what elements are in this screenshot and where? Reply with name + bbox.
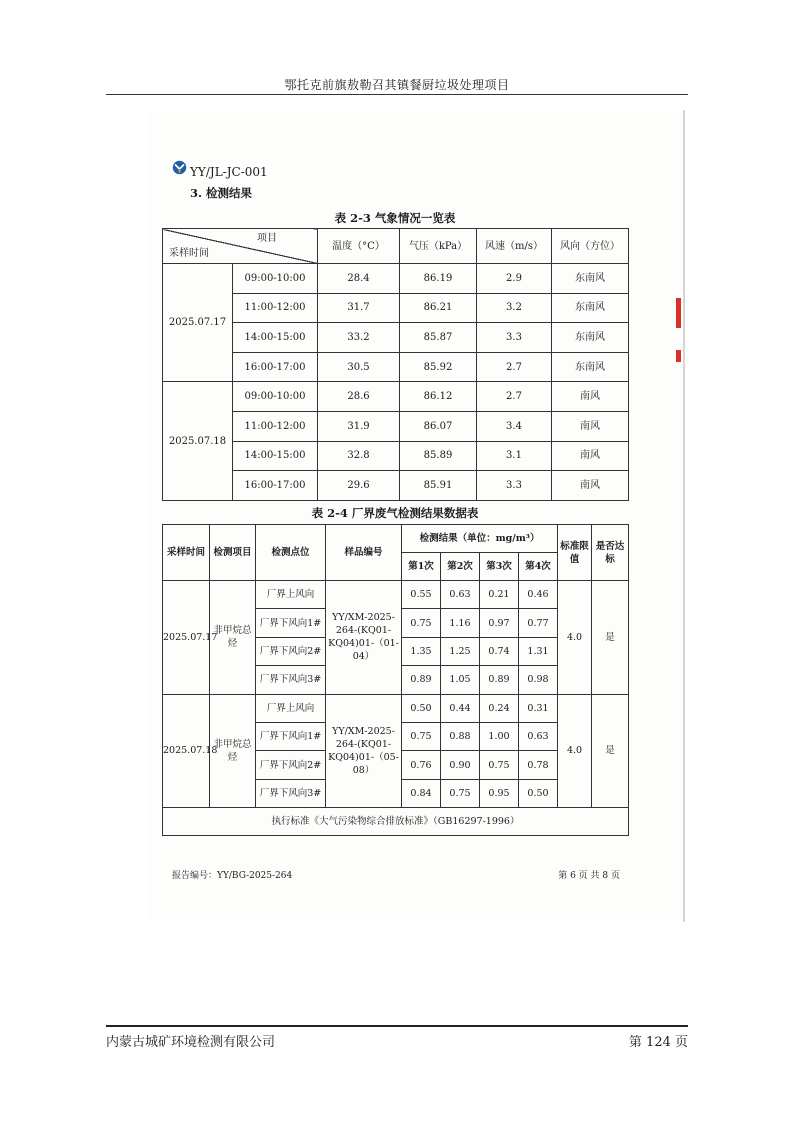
result-cell: 0.63 (441, 581, 480, 609)
result-cell: 1.16 (441, 609, 480, 637)
header-run: 第3次 (480, 553, 519, 581)
wind-direction-cell: 东南风 (552, 352, 629, 382)
result-cell: 0.55 (402, 581, 441, 609)
diagonal-header-cell (163, 229, 318, 264)
column-header: 风向（方位） (552, 229, 629, 264)
table-row (163, 293, 629, 323)
result-cell: 0.75 (402, 609, 441, 637)
test-point-cell: 厂界下风向1# (256, 722, 326, 750)
wind-direction-cell: 南风 (552, 441, 629, 471)
test-point-cell: 厂界上风向 (256, 581, 326, 609)
header-divider (106, 94, 688, 95)
table-row (163, 471, 629, 501)
limit-cell: 4.0 (558, 694, 592, 808)
temperature-cell: 32.8 (318, 441, 400, 471)
header-compliance: 是否达标 (592, 525, 629, 581)
table-row (163, 411, 629, 441)
table1-caption: 表 2-3 气象情况一览表 (334, 211, 456, 225)
time-cell: 16:00-17:00 (233, 471, 318, 501)
page-header: 鄂托克前旗敖勒召其镇餐厨垃圾处理项目 (284, 78, 510, 92)
test-point-cell: 厂界下风向2# (256, 751, 326, 779)
date-cell: 2025.07.17 (163, 264, 233, 382)
time-cell: 09:00-10:00 (233, 382, 318, 412)
test-point-cell: 厂界下风向2# (256, 637, 326, 665)
header-test-item: 检测项目 (210, 525, 256, 581)
temperature-cell: 31.7 (318, 293, 400, 323)
compliance-cell: 是 (592, 694, 629, 808)
table2-caption: 表 2-4 厂界废气检测结果数据表 (311, 506, 479, 520)
company-logo-icon (172, 160, 187, 175)
result-cell: 0.90 (441, 751, 480, 779)
temperature-cell: 28.6 (318, 382, 400, 412)
result-cell: 0.50 (402, 694, 441, 722)
wind-speed-cell: 3.3 (477, 323, 552, 353)
result-cell: 0.75 (480, 751, 519, 779)
document-code: YY/JL-JC-001 (190, 165, 268, 179)
temperature-cell: 29.6 (318, 471, 400, 501)
table-row (163, 352, 629, 382)
result-cell: 0.77 (519, 609, 558, 637)
header-results: 检测结果（单位：mg/m³） (402, 525, 558, 553)
temperature-cell: 33.2 (318, 323, 400, 353)
test-point-cell: 厂界下风向3# (256, 666, 326, 694)
standard-reference: 执行标准《大气污染物综合排放标准》（GB16297-1996） (163, 808, 629, 836)
seal-edge-mark (676, 350, 681, 362)
result-cell: 0.75 (402, 722, 441, 750)
result-cell: 0.50 (519, 779, 558, 807)
table-row (163, 264, 629, 294)
result-cell: 1.31 (519, 637, 558, 665)
date-cell: 2025.07.18 (163, 694, 210, 808)
header-sample-no: 样品编号 (326, 525, 402, 581)
result-cell: 0.44 (441, 694, 480, 722)
test-item-cell: 非甲烷总烃 (210, 581, 256, 695)
time-cell: 16:00-17:00 (233, 352, 318, 382)
temperature-cell: 30.5 (318, 352, 400, 382)
header-run: 第4次 (519, 553, 558, 581)
result-cell: 0.75 (441, 779, 480, 807)
sample-no-cell: YY/XM-2025-264-(KQ01-KQ04)01-（01-04） (326, 581, 402, 695)
result-cell: 1.05 (441, 666, 480, 694)
wind-direction-cell: 南风 (552, 382, 629, 412)
result-cell: 0.46 (519, 581, 558, 609)
result-cell: 0.84 (402, 779, 441, 807)
table-row (163, 382, 629, 412)
result-cell: 0.89 (402, 666, 441, 694)
wind-direction-cell: 东南风 (552, 264, 629, 294)
wind-direction-cell: 东南风 (552, 323, 629, 353)
wind-speed-cell: 3.4 (477, 411, 552, 441)
result-cell: 0.24 (480, 694, 519, 722)
report-number: 报告编号：YY/BG-2025-264 (172, 871, 293, 881)
scan-page-number: 第 6 页 共 8 页 (558, 871, 620, 881)
compliance-cell: 是 (592, 581, 629, 695)
wind-direction-cell: 南风 (552, 411, 629, 441)
result-cell: 0.98 (519, 666, 558, 694)
limit-cell: 4.0 (558, 581, 592, 695)
table-row (163, 441, 629, 471)
pressure-cell: 86.12 (400, 382, 477, 412)
result-cell: 0.97 (480, 609, 519, 637)
time-cell: 14:00-15:00 (233, 441, 318, 471)
date-cell: 2025.07.18 (163, 382, 233, 500)
header-time-label: 采样时间 (169, 248, 209, 259)
date-cell: 2025.07.17 (163, 581, 210, 695)
header-sampling-time: 采样时间 (163, 525, 210, 581)
result-cell: 0.76 (402, 751, 441, 779)
wind-speed-cell: 3.3 (477, 471, 552, 501)
temperature-cell: 31.9 (318, 411, 400, 441)
header-standard-limit: 标准限值 (558, 525, 592, 581)
footer-divider (106, 1025, 688, 1027)
pressure-cell: 85.92 (400, 352, 477, 382)
pressure-cell: 85.89 (400, 441, 477, 471)
weather-table (162, 228, 629, 501)
time-cell: 09:00-10:00 (233, 264, 318, 294)
result-cell: 1.00 (480, 722, 519, 750)
pressure-cell: 85.87 (400, 323, 477, 353)
result-cell: 0.74 (480, 637, 519, 665)
wind-speed-cell: 2.7 (477, 382, 552, 412)
exhaust-gas-results-table (162, 524, 629, 836)
sample-no-cell: YY/XM-2025-264-(KQ01-KQ04)01-（05-08） (326, 694, 402, 808)
header-item-label: 项目 (257, 233, 277, 244)
section-title: 3. 检测结果 (190, 186, 253, 200)
footer-company: 内蒙古城矿环境检测有限公司 (106, 1035, 276, 1050)
result-cell: 0.78 (519, 751, 558, 779)
column-header: 风速（m/s） (477, 229, 552, 264)
test-point-cell: 厂界下风向3# (256, 779, 326, 807)
header-run: 第2次 (441, 553, 480, 581)
wind-speed-cell: 3.2 (477, 293, 552, 323)
wind-direction-cell: 东南风 (552, 293, 629, 323)
result-cell: 0.63 (519, 722, 558, 750)
wind-speed-cell: 2.9 (477, 264, 552, 294)
table-row (163, 581, 629, 609)
pressure-cell: 86.21 (400, 293, 477, 323)
time-cell: 14:00-15:00 (233, 323, 318, 353)
seal-edge-mark (676, 298, 681, 328)
temperature-cell: 28.4 (318, 264, 400, 294)
test-item-cell: 非甲烷总烃 (210, 694, 256, 808)
footer-page-number: 第 124 页 (628, 1035, 688, 1050)
column-header: 气压（kPa） (400, 229, 477, 264)
pressure-cell: 86.19 (400, 264, 477, 294)
result-cell: 0.88 (441, 722, 480, 750)
test-point-cell: 厂界上风向 (256, 694, 326, 722)
result-cell: 0.21 (480, 581, 519, 609)
wind-speed-cell: 2.7 (477, 352, 552, 382)
scan-edge-shadow (683, 110, 685, 922)
header-run: 第1次 (402, 553, 441, 581)
table-row (163, 323, 629, 353)
result-cell: 0.31 (519, 694, 558, 722)
column-header: 温度（°C） (318, 229, 400, 264)
result-cell: 0.95 (480, 779, 519, 807)
result-cell: 1.25 (441, 637, 480, 665)
header-test-point: 检测点位 (256, 525, 326, 581)
result-cell: 1.35 (402, 637, 441, 665)
pressure-cell: 86.07 (400, 411, 477, 441)
time-cell: 11:00-12:00 (233, 411, 318, 441)
pressure-cell: 85.91 (400, 471, 477, 501)
table-row (163, 694, 629, 722)
time-cell: 11:00-12:00 (233, 293, 318, 323)
test-point-cell: 厂界下风向1# (256, 609, 326, 637)
wind-direction-cell: 南风 (552, 471, 629, 501)
wind-speed-cell: 3.1 (477, 441, 552, 471)
result-cell: 0.89 (480, 666, 519, 694)
